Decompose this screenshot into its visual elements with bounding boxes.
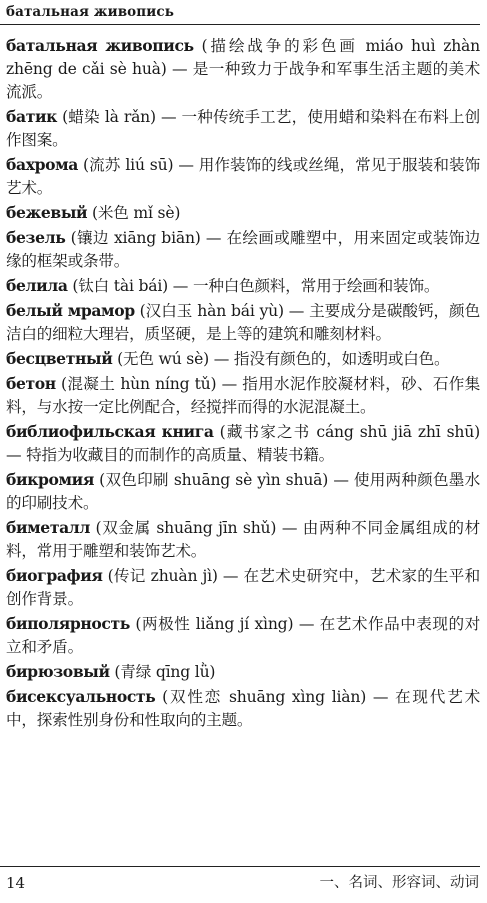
entry-term: бежевый: [6, 203, 88, 222]
entry-definition: (青绿 qīng lǜ): [109, 663, 216, 681]
entry-definition: (双色印刷 shuāng sè yìn shuā) — 使用两种颜色墨水的印刷技术。: [6, 471, 480, 512]
entry-definition: (汉白玉 hàn bái yù) — 主要成分是碳酸钙，颜色洁白的细粒大理岩，质坚硬，是上等的建筑和雕刻材料。: [6, 302, 481, 343]
entry-definition: (双金属 shuāng jīn shǔ) — 由两种不同金属组成的材料，常用于雕塑和装饰艺术。: [6, 519, 480, 560]
dictionary-entry: [6, 564, 480, 611]
entry-definition: (镶边 xiāng biān) — 在绘画或雕塑中，用来固定或装饰边缘的框架或条带。: [6, 229, 480, 270]
entry-term: белый мрамор: [6, 301, 135, 320]
entry-definition: (两极性 liǎng jí xìng) — 在艺术作品中表现的对立和矛盾。: [6, 615, 480, 656]
dictionary-entry: [6, 612, 480, 659]
dictionary-entry: [6, 153, 480, 200]
entry-definition: (藏书家之书 cáng shū jiā zhī shū) — 特指为收藏目的而制作的高质量、精装书籍。: [6, 423, 480, 464]
dictionary-entry: [6, 347, 480, 371]
dictionary-entry: [6, 274, 480, 298]
entry-definition: (米色 mǐ sè): [87, 204, 181, 222]
entry-definition: (无色 wú sè) — 指没有颜色的，如透明或白色。: [112, 350, 450, 368]
entry-term: биметалл: [6, 518, 90, 537]
dictionary-entry: [6, 685, 480, 732]
entry-definition: (双性恋 shuāng xìng liàn) — 在现代艺术中，探索性别身份和性取向的主题。: [6, 688, 480, 729]
entry-definition: (蜡染 là rǎn) — 一种传统手工艺，使用蜡和染料在布料上创作图案。: [6, 108, 480, 149]
entry-term: белила: [6, 276, 68, 295]
entry-term: бахрома: [6, 155, 78, 174]
dictionary-entry: [6, 420, 480, 467]
entry-term: биполярность: [6, 614, 130, 633]
header-rule: [0, 24, 480, 25]
entry-term: батик: [6, 107, 57, 126]
dictionary-entry: [6, 660, 480, 684]
dictionary-entry: [6, 226, 480, 273]
dictionary-entry: [6, 516, 480, 563]
dictionary-entry: [6, 372, 480, 419]
entry-term: безель: [6, 228, 66, 247]
entry-term: биография: [6, 566, 103, 585]
entry-definition: (钛白 tài bái) — 一种白色颜料，常用于绘画和装饰。: [67, 277, 440, 295]
dictionary-entry: [6, 299, 480, 346]
entry-term: бесцветный: [6, 349, 113, 368]
entry-definition: (流苏 liú sū) — 用作装饰的线或丝绳，常见于服装和装饰艺术。: [6, 156, 480, 197]
dictionary-entry: [6, 201, 480, 225]
entry-term: бисексуальность: [6, 687, 156, 706]
entry-definition: (混凝土 hùn níng tǔ) — 指用水泥作胶凝材料，砂、石作集料，与水按一定比例配合，经搅拌而得的水泥混凝土。: [6, 375, 480, 416]
entry-term: батальная живопись: [6, 36, 194, 55]
dictionary-entry: [6, 105, 480, 152]
dictionary-entry: [6, 34, 480, 104]
footer-rule: [0, 866, 480, 867]
section-title: 一、名词、形容词、动词: [319, 875, 479, 891]
entry-definition: (传记 zhuàn jì) — 在艺术史研究中，艺术家的生平和创作背景。: [6, 567, 480, 608]
entry-term: библиофильская книга: [6, 422, 214, 441]
dictionary-entry: [6, 468, 480, 515]
entry-definition: (描绘战争的彩色画 miáo huì zhàn zhēng de cǎi sè huà) — 是一种致力于战争和军事生活主题的美术流派。: [6, 37, 480, 101]
entry-term: бирюзовый: [6, 662, 110, 681]
entry-term: бетон: [6, 374, 56, 393]
entry-list: [6, 34, 480, 733]
page-number: 14: [6, 874, 26, 892]
running-head: батальная живопись: [6, 4, 174, 20]
entry-term: бикромия: [6, 470, 94, 489]
